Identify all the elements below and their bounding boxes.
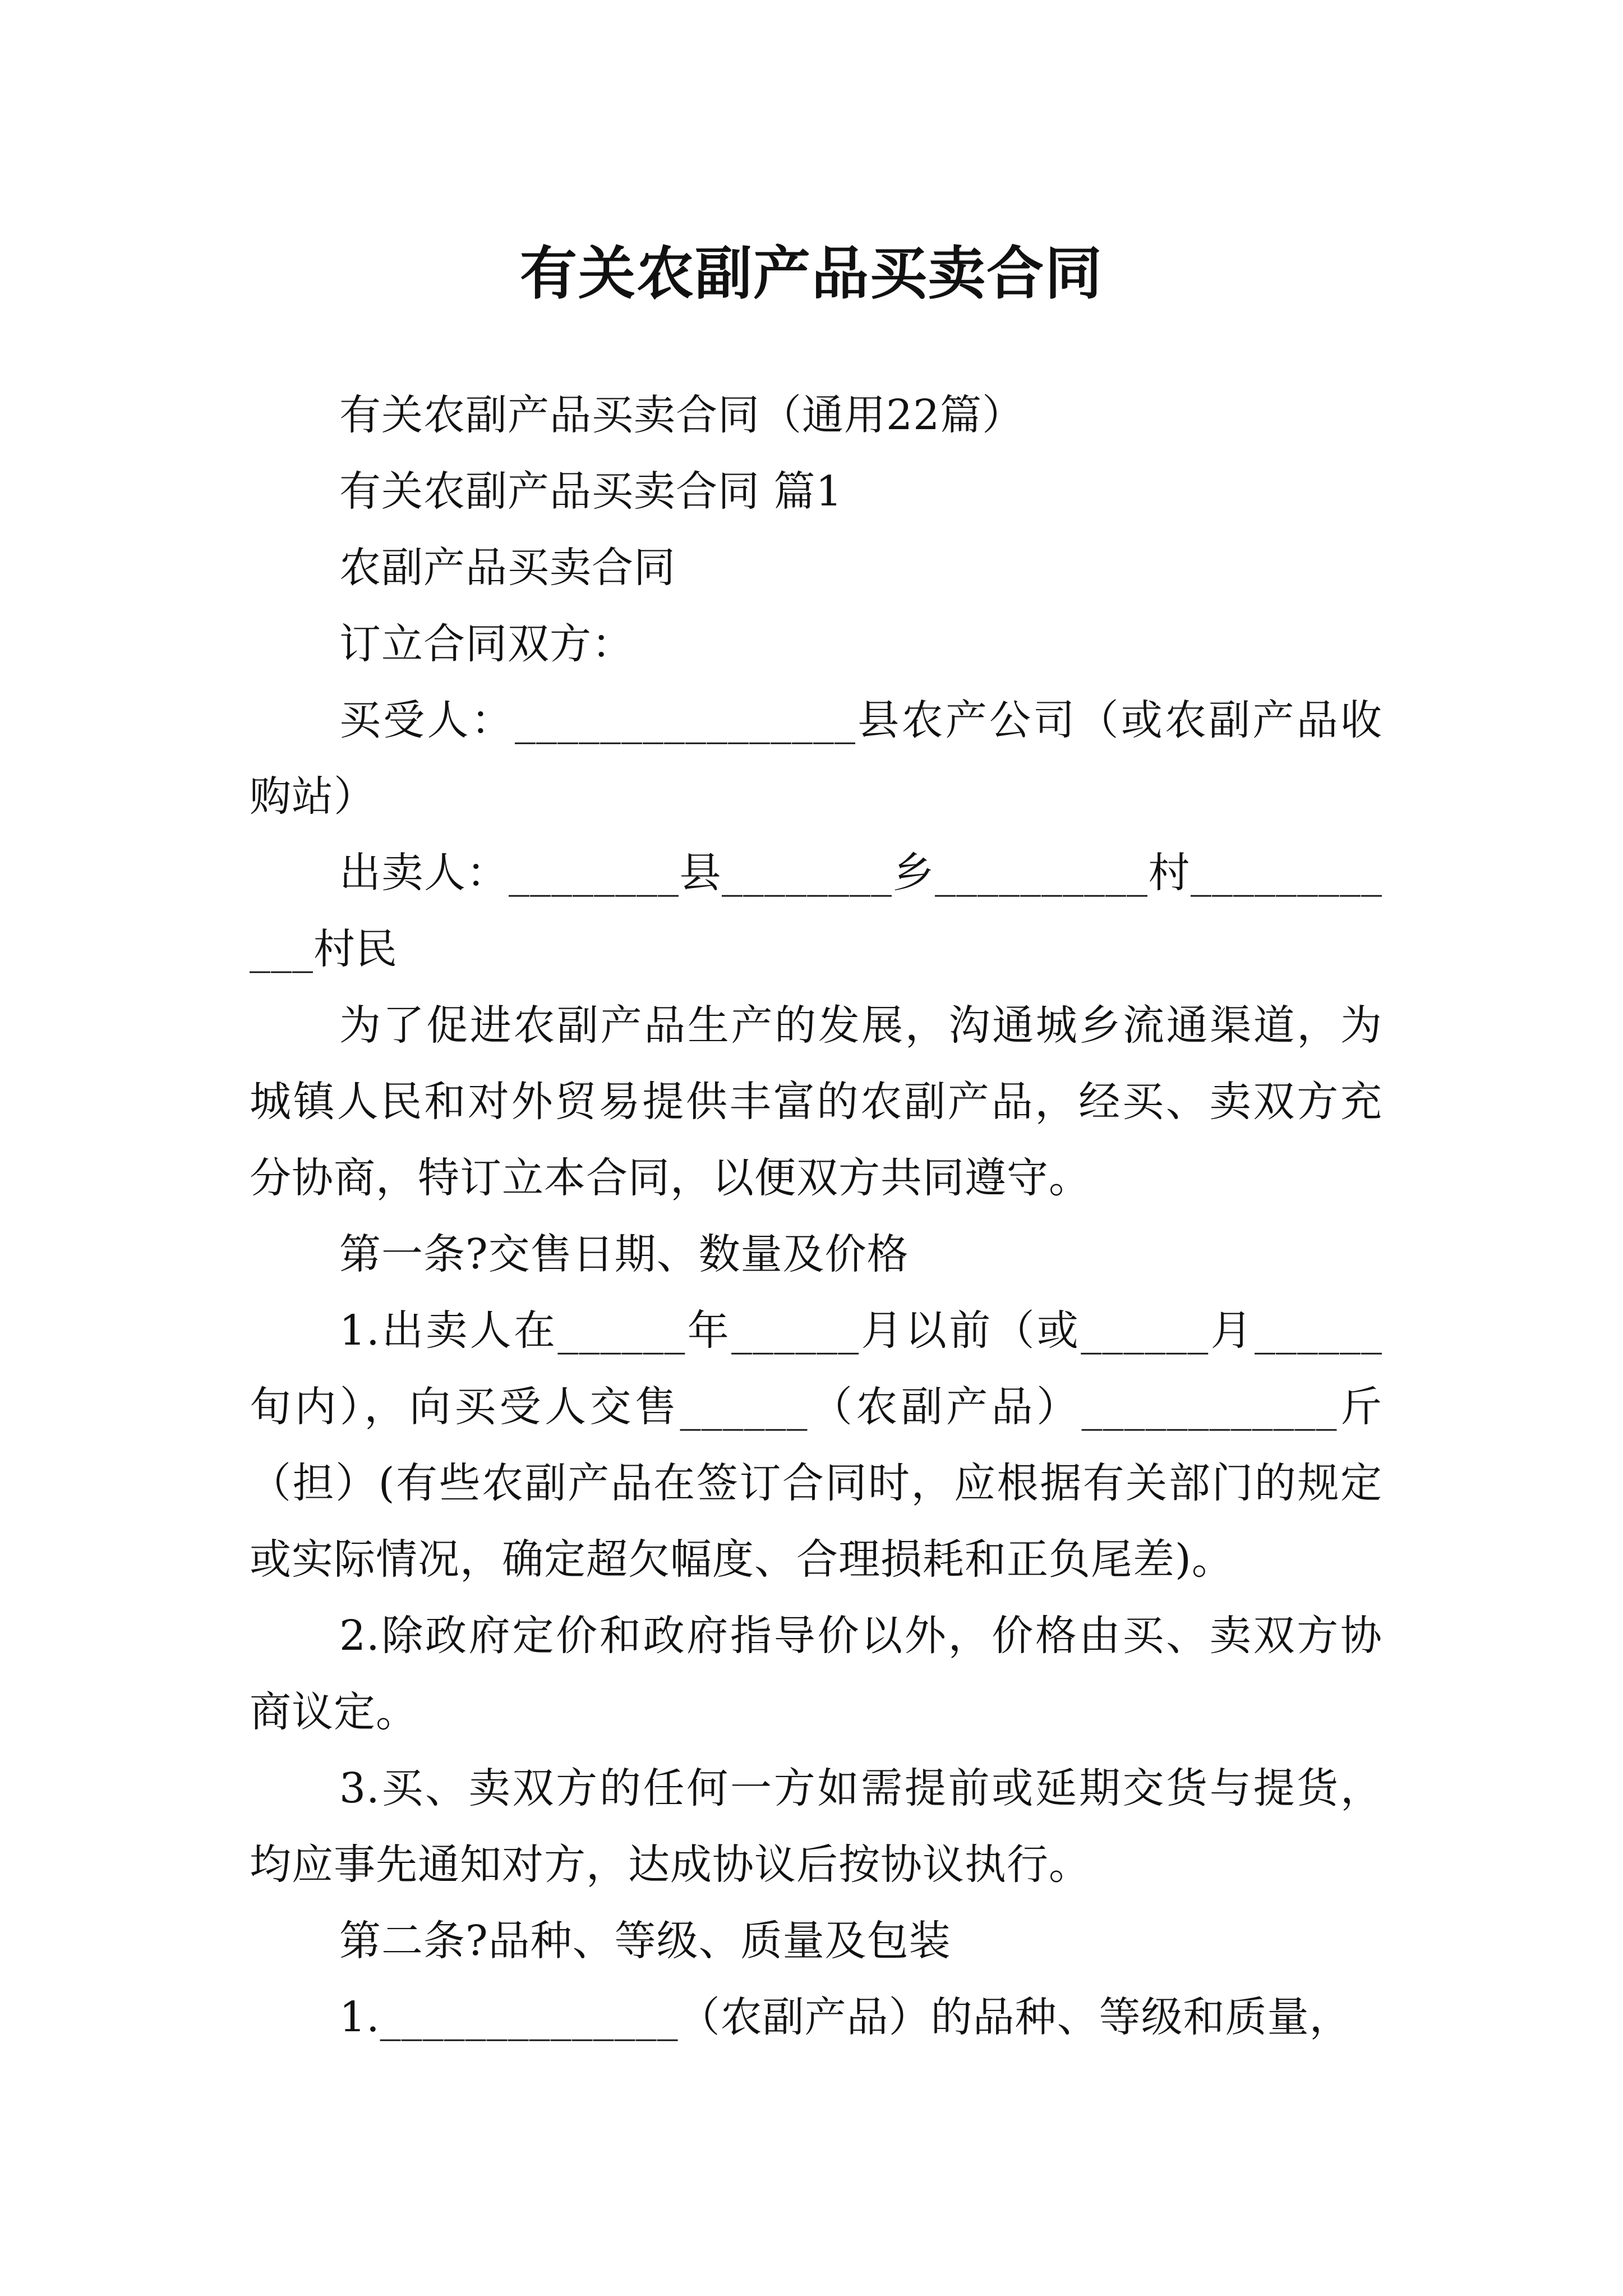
paragraph-seller: 出卖人：________县________乡__________村____________村民 bbox=[250, 849, 1382, 973]
article-1-item-2: 2.除政府定价和政府指导价以外，价格由买、卖双方协商议定。 bbox=[250, 1612, 1382, 1736]
article-1-item-1: 1.出卖人在______年______月以前（或______月______旬内），向买受人交售______（农副产品）____________斤（担）(有些农副产品在签订合同时，应根据有关部门的规定或实际情况，确定超欠幅度、合理损耗和正负尾差)。 bbox=[250, 1306, 1382, 1584]
document-title: 有关农副产品买卖合同 bbox=[520, 240, 1103, 308]
paragraph-parties-heading: 订立合同双方： bbox=[339, 620, 634, 668]
paragraph-buyer: 买受人：________________县农产公司（或农副产品收购站） bbox=[250, 696, 1382, 821]
paragraph-collection-heading: 有关农副产品买卖合同（通用22篇） bbox=[339, 391, 1025, 439]
document-body bbox=[250, 377, 1382, 2055]
paragraph-purpose: 为了促进农副产品生产的发展，沟通城乡流通渠道，为城镇人民和对外贸易提供丰富的农副产品，经买、卖双方充分协商，特订立本合同，以便双方共同遵守。 bbox=[250, 1001, 1382, 1202]
article-1-item-3: 3.买、卖双方的任何一方如需提前或延期交货与提货，均应事先通知对方，达成协议后按协议执行。 bbox=[250, 1764, 1382, 1889]
paragraph-section-label: 有关农副产品买卖合同 篇1 bbox=[339, 467, 843, 516]
article-2-heading: 第二条?品种、等级、质量及包装 bbox=[339, 1917, 951, 1965]
article-1-heading: 第一条?交售日期、数量及价格 bbox=[339, 1230, 909, 1278]
paragraph-contract-name: 农副产品买卖合同 bbox=[339, 544, 676, 592]
article-2-item-1: 1.______________（农副产品）的品种、等级和质量， bbox=[339, 1993, 1352, 2041]
